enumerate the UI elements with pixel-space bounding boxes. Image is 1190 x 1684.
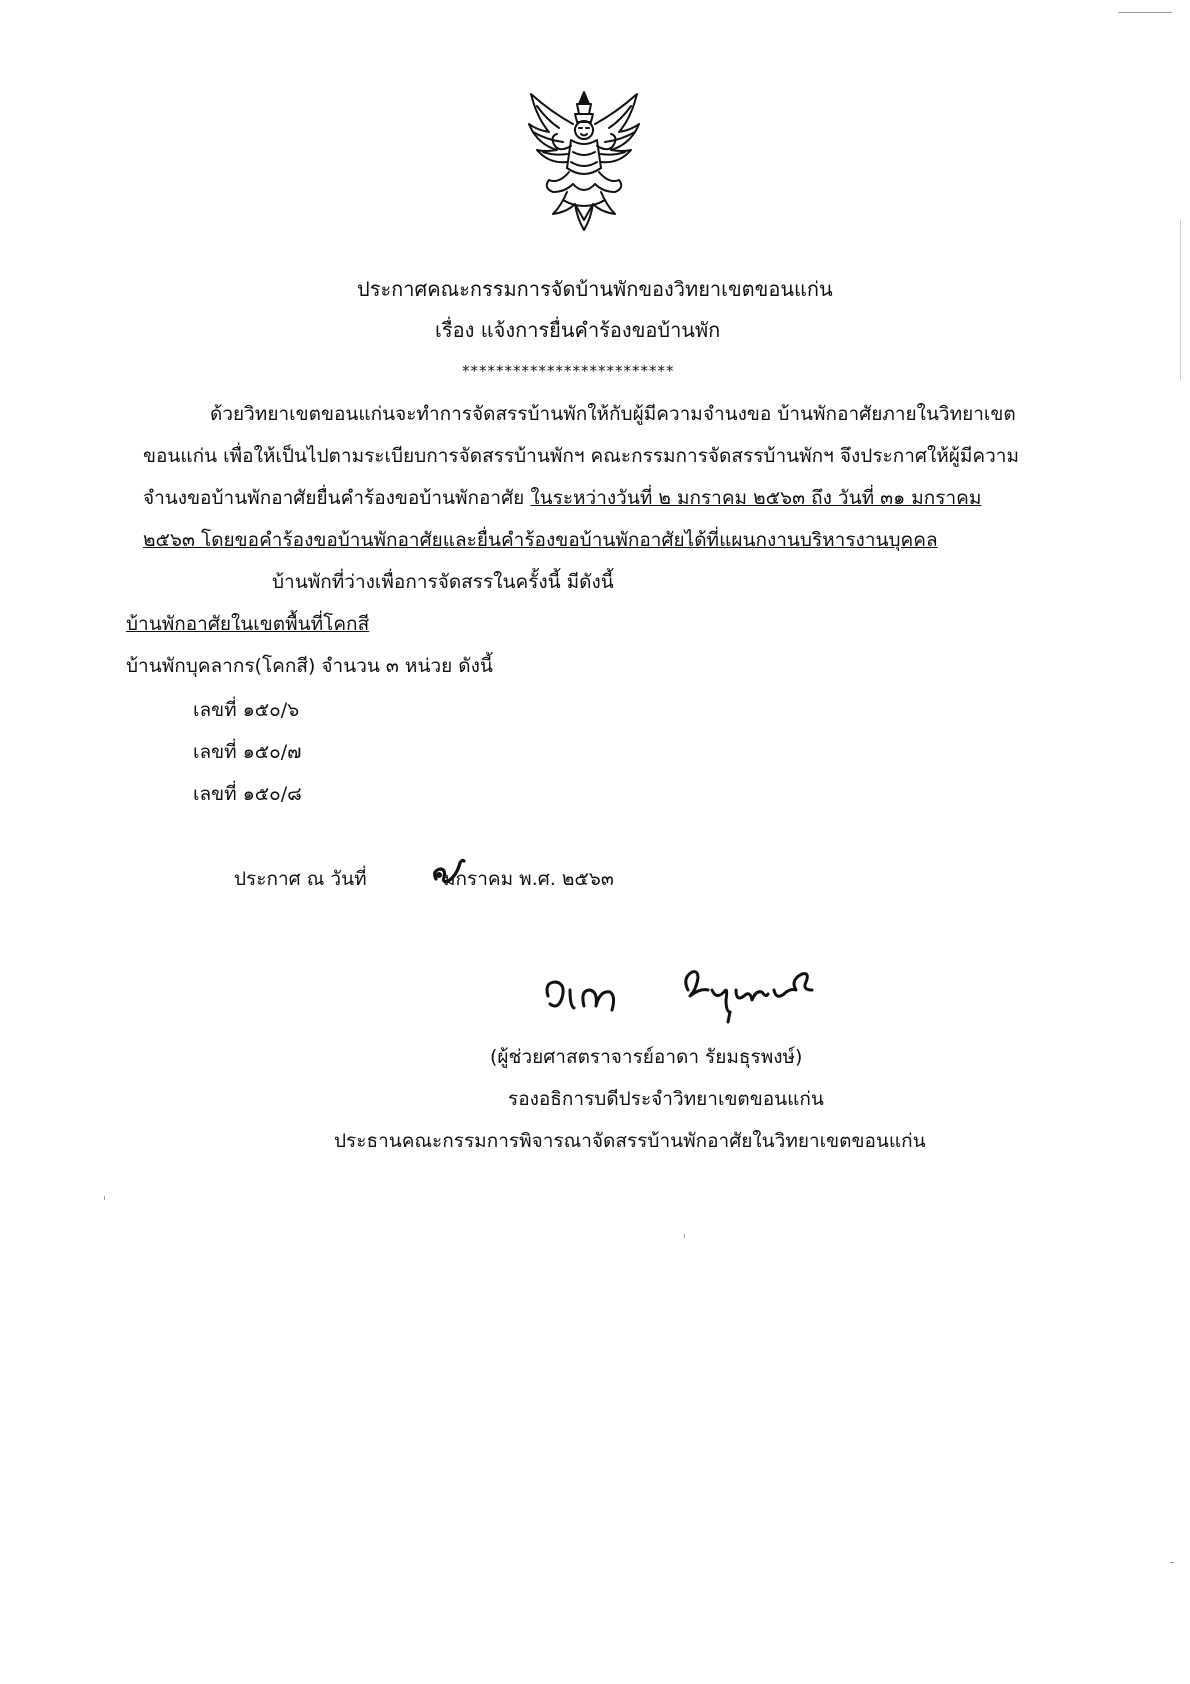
housing-units-line: บ้านพักบุคลากร(โคกสี) จำนวน ๓ หน่วย ดังนี้ bbox=[126, 655, 493, 677]
scan-mark bbox=[684, 1234, 685, 1238]
housing-unit-item: เลขที่ ๑๕๐/๗ bbox=[193, 741, 302, 763]
title-separator: ************************* bbox=[462, 362, 675, 380]
announcement-date-suffix: มกราคม พ.ศ. ๒๕๖๓ bbox=[443, 868, 614, 890]
scan-mark bbox=[104, 1196, 105, 1200]
announcement-subject: เรื่อง แจ้งการยื่นคำร้องขอบ้านพัก bbox=[435, 318, 721, 342]
signatory-position-1: รองอธิการบดีประจำวิทยาเขตขอนแก่น bbox=[508, 1088, 824, 1110]
garuda-emblem-icon bbox=[523, 88, 645, 238]
body-line-3-plain: จำนงขอบ้านพักอาศัยยื่นคำร้องขอบ้านพักอาศัย bbox=[143, 487, 531, 509]
housing-unit-item: เลขที่ ๑๕๐/๘ bbox=[193, 783, 302, 805]
body-line-1: ด้วยวิทยาเขตขอนแก่นจะทำการจัดสรรบ้านพักให้กับผู้มีความจำนงขอ บ้านพักอาศัยภายในวิทยาเขต bbox=[210, 403, 1016, 425]
body-line-2: ขอนแก่น เพื่อให้เป็นไปตามระเบียบการจัดสรรบ้านพักฯ คณะกรรมการจัดสรรบ้านพักฯ จึงประกาศให้ผู้มีความ bbox=[143, 445, 1019, 467]
housing-unit-item: เลขที่ ๑๕๐/๖ bbox=[193, 699, 300, 721]
housing-area-heading: บ้านพักอาศัยในเขตพื้นที่โคกสี bbox=[126, 613, 370, 635]
body-line-3 bbox=[143, 485, 981, 511]
signatory-name: (ผู้ช่วยศาสตราจารย์อาดา รัยมธุรพงษ์) bbox=[490, 1046, 803, 1068]
signatory-position-2: ประธานคณะกรรมการพิจารณาจัดสรรบ้านพักอาศัยในวิทยาเขตขอนแก่น bbox=[334, 1130, 926, 1152]
handwritten-signature-icon bbox=[540, 960, 850, 1030]
announcement-date-prefix: ประกาศ ณ วันที่ bbox=[234, 868, 367, 890]
body-line-5: บ้านพักที่ว่างเพื่อการจัดสรรในครั้งนี้ มีดังนี้ bbox=[272, 571, 614, 593]
announcement-title: ประกาศคณะกรรมการจัดบ้านพักของวิทยาเขตขอนแก่น bbox=[357, 277, 833, 301]
scan-mark bbox=[1170, 1562, 1174, 1563]
application-period: ในระหว่างวันที่ ๒ มกราคม ๒๕๖๓ ถึง วันที่ ๓๑ มกราคม bbox=[530, 487, 982, 509]
scan-mark bbox=[1180, 220, 1181, 380]
scan-mark bbox=[1118, 12, 1172, 13]
body-line-4: ๒๕๖๓ โดยขอคำร้องขอบ้านพักอาศัยและยื่นคำร้องขอบ้านพักอาศัยได้ที่แผนกงานบริหารงานบุคคล bbox=[143, 529, 938, 551]
